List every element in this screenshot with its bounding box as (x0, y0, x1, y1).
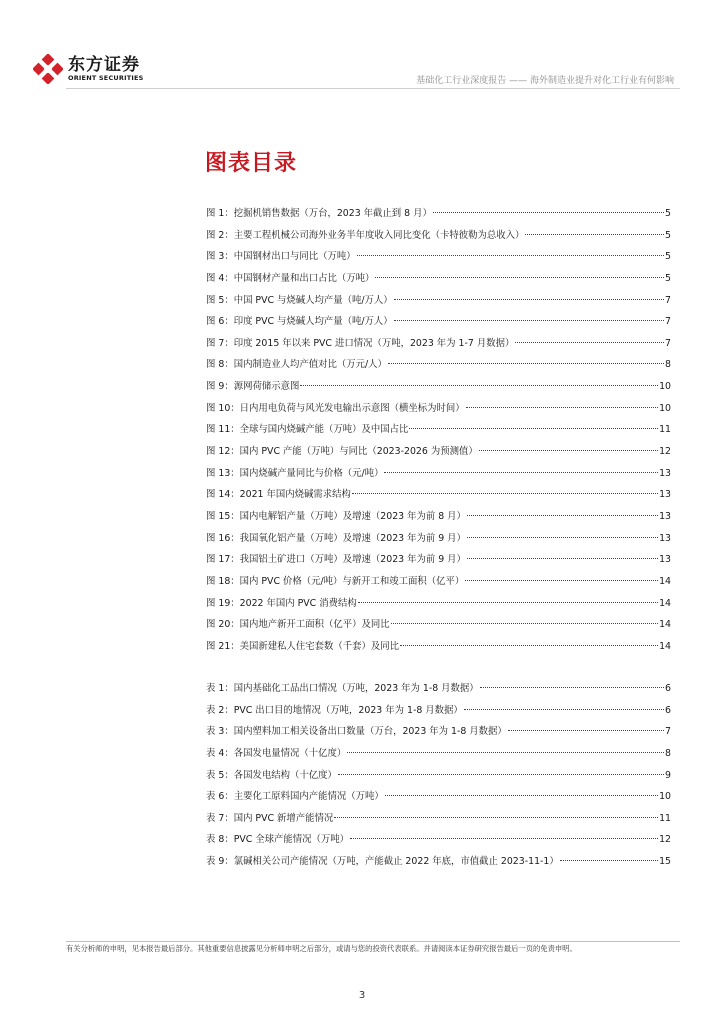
toc-entry-figure[interactable] (206, 614, 671, 636)
brand-logo (33, 54, 144, 84)
entry-label: 表 4：各国发电量情况（十亿度） (206, 747, 347, 759)
entry-label: 图 17：我国铝土矿进口（万吨）及增速（2023 年为前 9 月） (206, 554, 466, 566)
dot-leader (467, 558, 658, 559)
entry-label: 表 5：各国发电结构（十亿度） (206, 769, 337, 781)
toc-entry-figure[interactable] (206, 506, 671, 528)
toc-entry-figure[interactable] (206, 528, 671, 550)
entry-label: 表 1：国内基础化工品出口情况（万吨，2023 年为 1-8 月数据） (206, 683, 479, 694)
toc-entry-table[interactable] (206, 808, 671, 830)
toc-entry-figure[interactable] (206, 398, 671, 420)
table-list (206, 678, 671, 873)
entry-label: 表 8：PVC 全球产能情况（万吨） (206, 834, 350, 846)
toc-entry-figure[interactable] (206, 290, 671, 312)
entry-page: 14 (659, 575, 671, 587)
header-divider (66, 88, 680, 89)
entry-label: 图 12：国内 PVC 产能（万吨）与同比（2023-2026 为预测值） (206, 446, 478, 458)
entry-label: 图 7：印度 2015 年以来 PVC 进口情况（万吨，2023 年为 1-7 月数据） (206, 337, 515, 349)
toc-title: 图表目录 (205, 151, 298, 176)
dot-leader (357, 255, 664, 256)
entry-page: 8 (665, 747, 671, 759)
entry-page: 13 (659, 532, 671, 544)
entry-label: 表 6：主要化工原料国内产能情况（万吨） (206, 791, 384, 803)
dot-leader (560, 860, 658, 861)
entry-label: 图 14：2021 年国内烧碱需求结构 (206, 489, 351, 501)
entry-label: 图 15：国内电解铝产量（万吨）及增速（2023 年为前 8 月） (206, 510, 466, 522)
toc-entry-figure[interactable] (206, 203, 671, 225)
entry-page: 5 (665, 272, 671, 284)
toc-entry-table[interactable] (206, 851, 671, 873)
toc-entry-figure[interactable] (206, 636, 671, 658)
footer-divider (66, 941, 680, 942)
toc-entry-table[interactable] (206, 786, 671, 808)
entry-label: 图 20：国内地产新开工面积（亿平）及同比 (206, 619, 390, 631)
entry-page: 15 (659, 856, 671, 868)
toc-entry-figure[interactable] (206, 463, 671, 485)
dot-leader (467, 515, 658, 516)
toc-entry-table[interactable] (206, 829, 671, 851)
toc-entry-figure[interactable] (206, 225, 671, 247)
dot-leader (384, 472, 658, 473)
entry-label: 图 2：主要工程机械公司海外业务半年度收入同比变化（卡特彼勒为总收入） (206, 229, 525, 241)
footer-disclaimer: 有关分析师的申明，见本报告最后部分。其他重要信息披露见分析师申明之后部分，或请与您的投资代表联系。并请阅读本证券研究报告最后一页的免责申明。 (66, 944, 577, 953)
dot-leader (350, 838, 658, 839)
entry-label: 表 9：氯碱相关公司产能情况（万吨，产能截止 2022 年底，市值截止 2023-11-1） (206, 856, 559, 868)
entry-page: 14 (659, 597, 671, 609)
entry-page: 10 (659, 791, 671, 803)
entry-page: 14 (659, 619, 671, 631)
toc-entry-figure[interactable] (206, 268, 671, 290)
entry-label: 图 21：美国新建私人住宅套数（千套）及同比 (206, 640, 400, 652)
entry-label: 图 8：国内制造业人均产值对比（万元/人） (206, 359, 387, 371)
entry-label: 图 13：国内烧碱产量同比与价格（元/吨） (206, 467, 384, 479)
dot-leader (409, 428, 658, 429)
brand-name-en: ORIENT SECURITIES (68, 73, 144, 82)
dot-leader (466, 407, 658, 408)
entry-page: 7 (665, 337, 671, 349)
entry-page: 13 (659, 554, 671, 566)
entry-page: 5 (665, 229, 671, 241)
dot-leader (508, 730, 664, 731)
entry-label: 图 5：中国 PVC 与烧碱人均产量（吨/万人） (206, 294, 393, 306)
entry-label: 图 3：中国钢材出口与同比（万吨） (206, 251, 356, 263)
dot-leader (385, 795, 658, 796)
toc-entry-figure[interactable] (206, 246, 671, 268)
toc-entry-figure[interactable] (206, 311, 671, 333)
entry-label: 图 11：全球与国内烧碱产能（万吨）及中国占比 (206, 424, 409, 436)
dot-leader (515, 342, 664, 343)
toc-entry-figure[interactable] (206, 571, 671, 593)
entry-label: 表 2：PVC 出口目的地情况（万吨，2023 年为 1-8 月数据） (206, 704, 463, 716)
toc-entry-figure[interactable] (206, 441, 671, 463)
toc-entry-figure[interactable] (206, 376, 671, 398)
brand-name-cn: 东方证券 (68, 54, 140, 75)
entry-page: 10 (659, 381, 671, 393)
entry-label: 图 19：2022 年国内 PVC 消费结构 (206, 597, 357, 609)
toc-entry-table[interactable] (206, 700, 671, 722)
entry-page: 7 (665, 294, 671, 306)
entry-label: 图 1：挖掘机销售数据（万台，2023 年截止到 8 月） (206, 208, 432, 219)
toc-entry-figure[interactable] (206, 549, 671, 571)
entry-page: 5 (665, 251, 671, 263)
dot-leader (375, 277, 664, 278)
entry-page: 7 (665, 316, 671, 328)
toc-entry-table[interactable] (206, 678, 671, 700)
entry-page: 14 (659, 640, 671, 652)
dot-leader (300, 385, 658, 386)
dot-leader (338, 774, 664, 775)
dot-leader (347, 752, 664, 753)
entry-page: 8 (665, 359, 671, 371)
dot-leader (388, 363, 664, 364)
toc-entry-figure[interactable] (206, 354, 671, 376)
entry-page: 13 (659, 489, 671, 501)
toc-entry-table[interactable] (206, 765, 671, 787)
dot-leader (465, 580, 658, 581)
report-header-title: 基础化工行业深度报告 —— 海外制造业提升对化工行业有何影响 (416, 76, 674, 86)
page-number: 3 (358, 990, 366, 1001)
dot-leader (480, 687, 664, 688)
entry-page: 5 (665, 208, 671, 219)
entry-label: 图 18：国内 PVC 价格（元/吨）与新开工和竣工面积（亿平） (206, 575, 465, 587)
entry-page: 9 (665, 769, 671, 781)
entry-page: 10 (659, 402, 671, 414)
entry-label: 图 10：日内用电负荷与风光发电输出示意图（横坐标为时间） (206, 402, 465, 414)
entry-label: 图 4：中国钢材产量和出口占比（万吨） (206, 272, 375, 284)
entry-page: 12 (659, 834, 671, 846)
entry-label: 图 9：源网荷储示意图 (206, 381, 300, 393)
entry-page: 11 (659, 812, 671, 824)
entry-label: 表 7：国内 PVC 新增产能情况 (206, 812, 334, 824)
entry-page: 13 (659, 510, 671, 522)
dot-leader (394, 320, 664, 321)
dot-leader (352, 493, 658, 494)
entry-page: 12 (659, 446, 671, 458)
entry-label: 表 3：国内塑料加工相关设备出口数量（万台，2023 年为 1-8 月数据） (206, 726, 507, 738)
dot-leader (394, 299, 664, 300)
dot-leader (525, 234, 664, 235)
entry-page: 7 (665, 726, 671, 738)
figure-list (206, 203, 671, 657)
toc-entry-figure[interactable] (206, 593, 671, 615)
entry-page: 11 (659, 424, 671, 436)
dot-leader (358, 602, 658, 603)
dot-leader (400, 645, 658, 646)
dot-leader (391, 623, 658, 624)
entry-label: 图 16：我国氧化铝产量（万吨）及增速（2023 年为前 9 月） (206, 532, 466, 544)
dot-leader (479, 450, 658, 451)
dot-leader (467, 537, 658, 538)
toc-entry-table[interactable] (206, 743, 671, 765)
entry-page: 6 (665, 704, 671, 716)
orient-securities-logo-icon (33, 54, 63, 84)
toc-entry-figure[interactable] (206, 333, 671, 355)
entry-page: 6 (665, 683, 671, 694)
toc-entry-figure[interactable] (206, 484, 671, 506)
dot-leader (464, 709, 664, 710)
entry-page: 13 (659, 467, 671, 479)
toc-entry-figure[interactable] (206, 419, 671, 441)
dot-leader (334, 817, 658, 818)
toc-entry-table[interactable] (206, 721, 671, 743)
dot-leader (433, 212, 664, 213)
entry-label: 图 6：印度 PVC 与烧碱人均产量（吨/万人） (206, 316, 393, 328)
